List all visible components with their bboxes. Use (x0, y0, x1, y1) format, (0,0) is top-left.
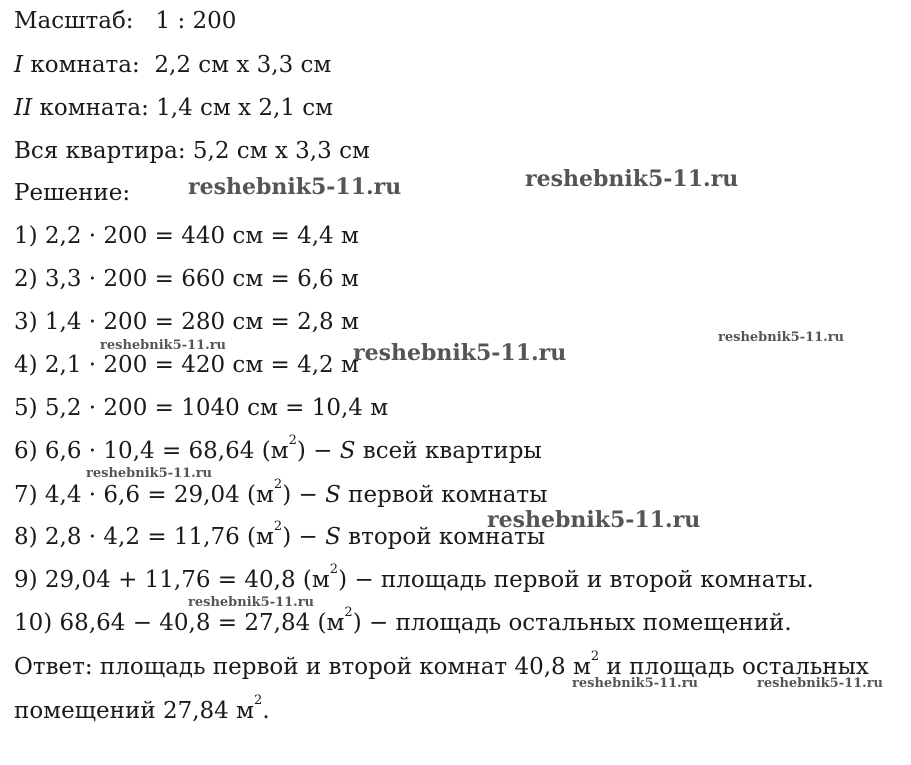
watermark: reshebnik5-11.ru (757, 676, 884, 691)
step-8-expr: 8) 2,8 · 4,2 = 11,76 (м (14, 524, 274, 550)
step-7-expr: 7) 4,4 · 6,6 = 29,04 (м (14, 482, 274, 508)
apartment-value: 5,2 см х 3,3 см (192, 138, 370, 164)
step-6-dash: ) − (296, 438, 340, 464)
step-1: 1) 2,2 · 200 = 440 см = 4,4 м (14, 223, 359, 249)
solution-heading: Решение: (14, 180, 131, 206)
room1-numeral: I (14, 52, 24, 78)
step-5: 5) 5,2 · 200 = 1040 см = 10,4 м (14, 395, 389, 421)
room2-label: комната: (39, 95, 149, 121)
watermark: reshebnik5-11.ru (572, 676, 699, 691)
watermark: reshebnik5-11.ru (100, 338, 227, 353)
step-7-dash: ) − (282, 482, 326, 508)
room2-numeral: II (14, 95, 33, 121)
step-6-s: S (339, 438, 356, 464)
room1-line (14, 50, 331, 80)
apartment-label: Вся квартира: (14, 138, 186, 164)
step-10-sup: 2 (344, 605, 353, 620)
step-7-s: S (325, 482, 341, 508)
step-8 (14, 519, 546, 552)
room2-value: 1,4 см х 2,1 см (156, 95, 334, 121)
answer-line-2-tail: . (262, 698, 270, 724)
watermark: reshebnik5-11.ru (353, 340, 567, 366)
step-10 (14, 605, 792, 638)
answer-line-1 (14, 649, 869, 682)
answer-line-1-tail: и площадь остальных (599, 654, 869, 680)
watermark: reshebnik5-11.ru (718, 330, 845, 345)
step-8-s: S (325, 524, 341, 550)
answer-line-1-text: Ответ: площадь первой и второй комнат 40,8 м (14, 654, 591, 680)
step-10-tail: ) − площадь остальных помещений. (352, 610, 792, 636)
step-2: 2) 3,3 · 200 = 660 см = 6,6 м (14, 266, 359, 292)
scale-label: Масштаб: (14, 8, 134, 34)
answer-line-2-text: помещений 27,84 м (14, 698, 255, 724)
scale-line (14, 6, 236, 36)
step-7 (14, 477, 548, 510)
apartment-line (14, 136, 370, 166)
step-4: 4) 2,1 · 200 = 420 см = 4,2 м (14, 352, 359, 378)
watermark: reshebnik5-11.ru (487, 507, 701, 533)
step-8-tail: второй комнаты (340, 524, 546, 550)
watermark: reshebnik5-11.ru (188, 595, 315, 610)
step-8-sup: 2 (273, 519, 283, 534)
room1-value: 2,2 см х 3,3 см (154, 52, 332, 78)
step-6-sup: 2 (288, 433, 297, 448)
answer-line-1-sup: 2 (590, 649, 600, 664)
step-6-expr: 6) 6,6 · 10,4 = 68,64 (м (14, 438, 289, 464)
step-7-sup: 2 (273, 477, 283, 492)
step-6-tail: всей квартиры (355, 438, 542, 464)
step-10-expr: 10) 68,64 − 40,8 = 27,84 (м (14, 610, 345, 636)
step-6 (14, 433, 542, 466)
step-9-expr: 9) 29,04 + 11,76 = 40,8 (м (14, 567, 330, 593)
scale-value: 1 : 200 (155, 8, 237, 34)
watermark: reshebnik5-11.ru (188, 174, 402, 200)
step-9-tail: ) − площадь первой и второй комнаты. (338, 567, 814, 593)
step-9-sup: 2 (329, 562, 339, 577)
step-3: 3) 1,4 · 200 = 280 см = 2,8 м (14, 309, 359, 335)
watermark: reshebnik5-11.ru (525, 166, 739, 192)
step-9 (14, 562, 814, 595)
room1-label: комната: (30, 52, 140, 78)
step-7-tail: первой комнаты (340, 482, 548, 508)
answer-line-2-sup: 2 (254, 693, 263, 708)
step-8-dash: ) − (282, 524, 326, 550)
room2-line (14, 93, 333, 123)
answer-line-2 (14, 693, 270, 726)
watermark: reshebnik5-11.ru (86, 466, 213, 481)
